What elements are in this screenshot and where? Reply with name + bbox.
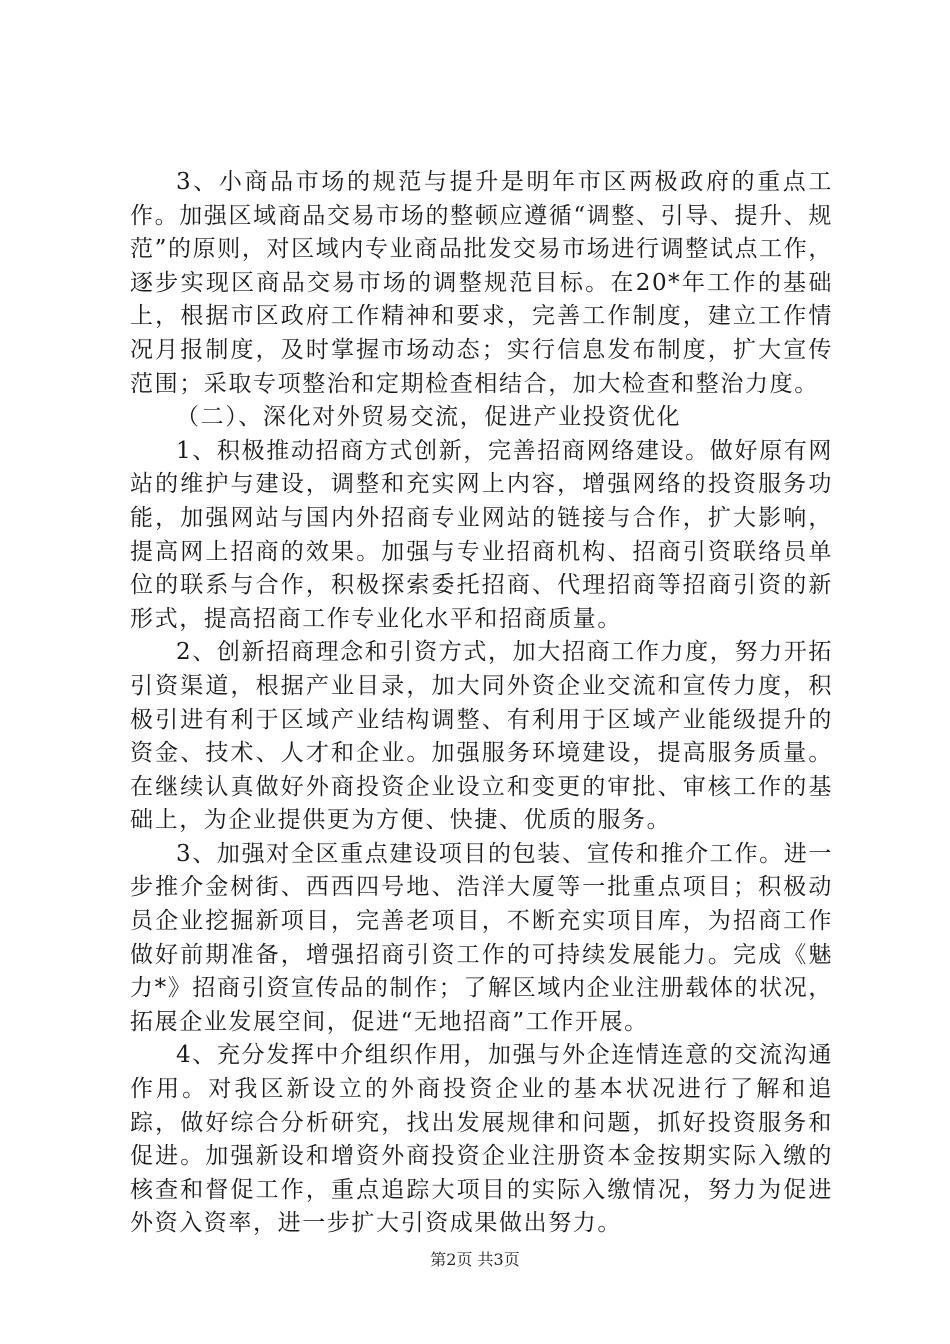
paragraph-key-projects: 3、加强对全区重点建设项目的包装、宣传和推介工作。进一步推介金树街、西西四号地、浩洋大厦等一批重点项目；积极动员企业挖掘新项目，完善老项目，不断充实项目库，为招商工作做好前期准备，增强招商引资工作的可持续发展能力。完成《魅力*》招商引资宣传品的制作；了解区域内企业注册载体的状况，拓展企业发展空间，促进“无地招商”工作开展。 [130,840,833,1035]
paragraph-investment-concept: 2、创新招商理念和引资方式，加大招商工作力度，努力开拓引资渠道，根据产业目录，加大同外资企业交流和宣传力度，积极引进有利于区域产业结构调整、有利用于区域产业能级提升的资金、技术、人才和企业。加强服务环境建设，提高服务质量。在继续认真做好外商投资企业设立和变更的审批、审核工作的基础上，为企业提供更为方便、快捷、优质的服务。 [130,639,833,834]
paragraph-intermediary-organizations: 4、充分发挥中介组织作用，加强与外企连情连意的交流沟通作用。对我区新设立的外商投资企业的基本状况进行了解和追踪，做好综合分析研究，找出发展规律和问题，抓好投资服务和促进。加强新设和增资外商投资企业注册资本金按期实际入缴的核查和督促工作，重点追踪大项目的实际入缴情况，努力为促进外资入资率，进一步扩大引资成果做出努力。 [130,1042,833,1237]
document-body [130,166,833,1241]
paragraph-investment-network: 1、积极推动招商方式创新，完善招商网络建设。做好原有网站的维护与建设，调整和充实网上内容，增强网络的投资服务功能，加强网站与国内外招商专业网站的链接与合作，扩大影响，提高网上招商的效果。加强与专业招商机构、招商引资联络员单位的联系与合作，积极探索委托招商、代理招商等招商引资的新形式，提高招商工作专业化水平和招商质量。 [130,437,833,632]
section-heading-trade-exchange: （二）、深化对外贸易交流，促进产业投资优化 [176,404,682,431]
page-number-footer: 第2页 共3页 [430,1250,520,1269]
paragraph-market-regulation: 3、小商品市场的规范与提升是明年市区两极政府的重点工作。加强区域商品交易市场的整顿应遵循“调整、引导、提升、规范”的原则，对区域内专业商品批发交易市场进行调整试点工作，逐步实现区商品交易市场的调整规范目标。在20*年工作的基础上，根据市区政府工作精神和要求，完善工作制度，建立工作情况月报制度，及时掌握市场动态；实行信息发布制度，扩大宣传范围；采取专项整治和定期检查相结合，加大检查和整治力度。 [130,169,833,397]
